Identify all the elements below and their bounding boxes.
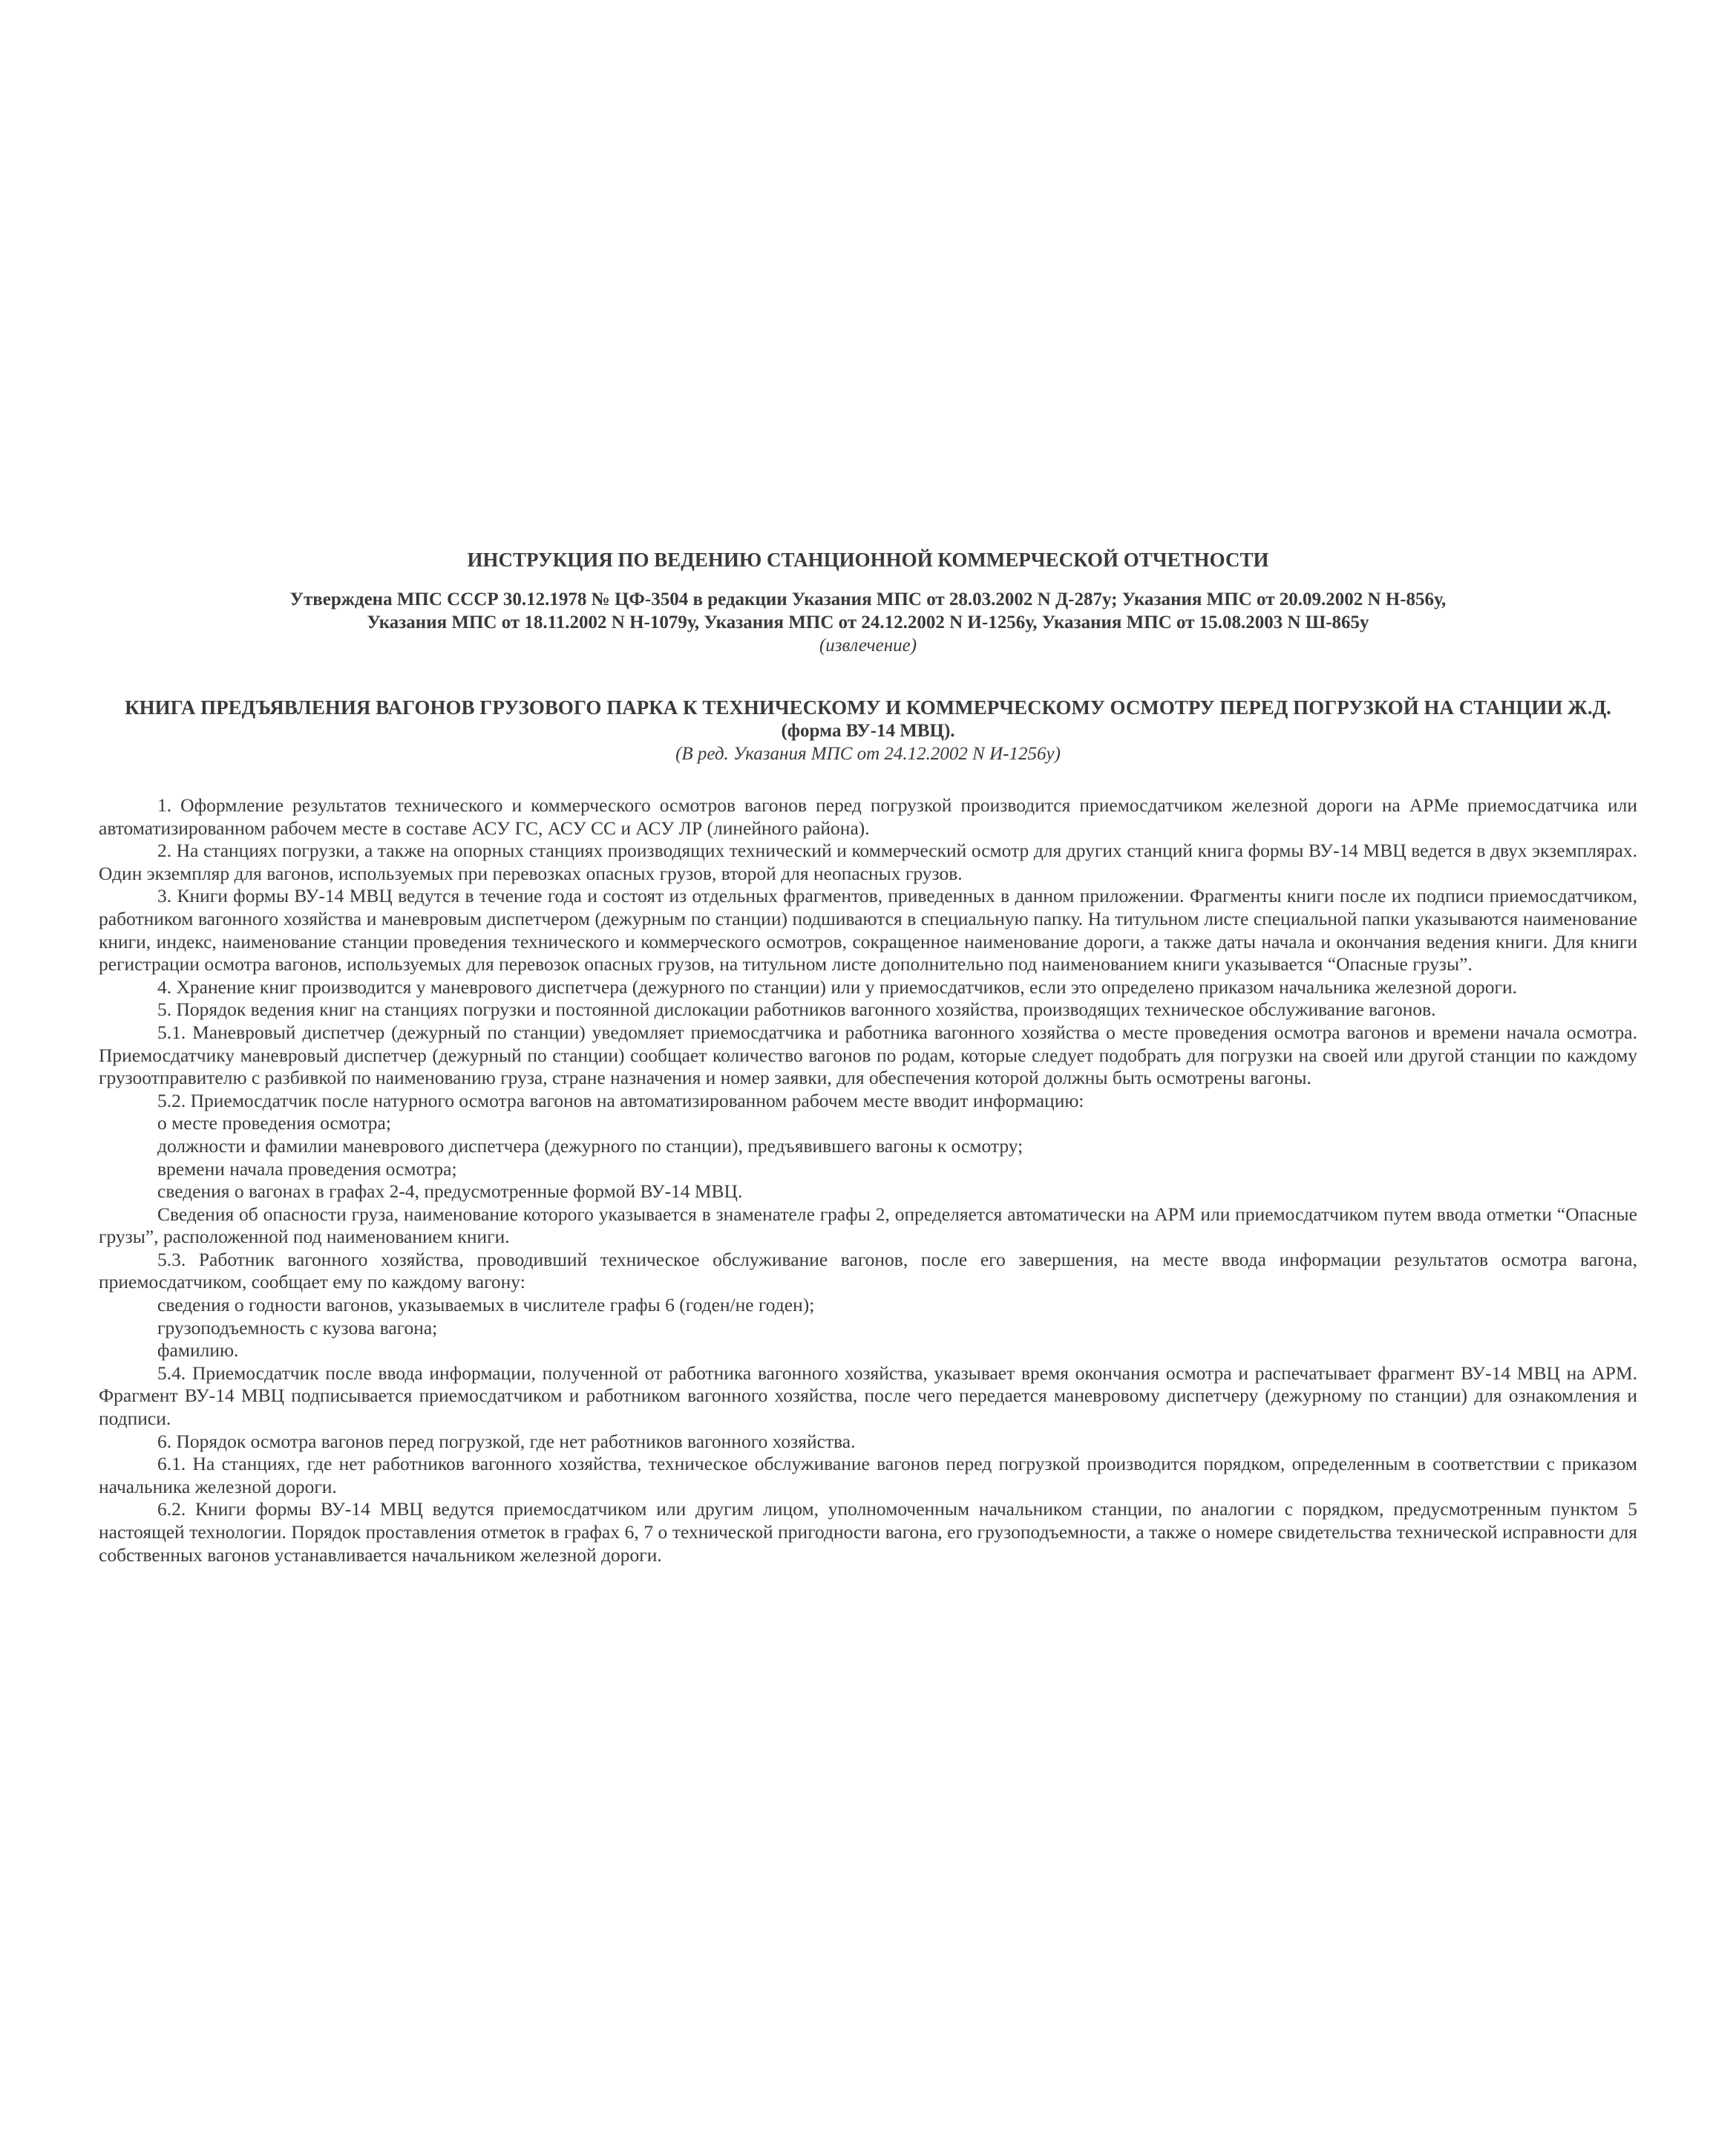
paragraph: 6. Порядок осмотра вагонов перед погрузкой, где нет работников вагонного хозяйства. [157, 1430, 856, 1452]
paragraph: 3. Книги формы ВУ-14 МВЦ ведутся в течение года и состоят из отдельных фрагментов, приведенных в данном приложении. Фрагменты книги после их подписи приемосдатчиком, работником вагонного хозяйства и маневровым диспетчером (дежурным по станции) подшиваются в специальную папку. На титульном листе специальной папки указываются наименование книги, индекс, наименование станции проведения технического и коммерческого осмотров, сокращенное наименование дороги, а также даты начала и окончания ведения книги. Для книги регистрации осмотра вагонов, используемых для перевозок опасных грузов, на титульном листе дополнительно под наименованием книги указывается “Опасные грузы”. [99, 885, 1637, 975]
paragraph: 5.3. Работник вагонного хозяйства, проводивший техническое обслуживание вагонов, после его завершения, на месте ввода информации результатов осмотра вагона, приемосдатчиком, сообщает ему по каждому вагону: [99, 1248, 1637, 1293]
list-item: времени начала проведения осмотра; [157, 1157, 457, 1180]
paragraph: Сведения об опасности груза, наименование которого указывается в знаменателе графы 2, определяется автоматически на АРМ или приемосдатчиком путем ввода отметки “Опасные грузы”, расположенной под наименованием книги. [99, 1203, 1637, 1248]
list-item: фамилию. [157, 1339, 239, 1362]
paragraph: 5.4. Приемосдатчик после ввода информации, полученной от работника вагонного хозяйства, указывает время окончания осмотра и распечатывает фрагмент ВУ-14 МВЦ на АРМ. Фрагмент ВУ-14 МВЦ подписывается приемосдатчиком и работником вагонного хозяйства, после чего передается маневровому диспетчеру (дежурному по станции) для ознакомления и подписи. [99, 1362, 1637, 1430]
paragraph: 4. Хранение книг производится у маневрового диспетчера (дежурного по станции) или у приемосдатчиков, если это определено приказом начальника железной дороги. [157, 975, 1517, 998]
approval-line-1: Утверждена МПС СССР 30.12.1978 № ЦФ-3504 в редакции Указания МПС от 28.03.2002 N Д-287у; Указания МПС от 20.09.2002 N Н-856у, [289, 589, 1447, 609]
section-title-line-1: КНИГА ПРЕДЪЯВЛЕНИЯ ВАГОНОВ ГРУЗОВОГО ПАРКА К ТЕХНИЧЕСКОМУ И КОММЕРЧЕСКОМУ ОСМОТРУ ПЕРЕД ПОГРУЗКОЙ НА СТАНЦИИ Ж.Д. [125, 696, 1611, 719]
section-title-line-2: (форма ВУ-14 МВЦ). [781, 721, 955, 741]
document-body [99, 794, 1637, 1566]
list-item: грузоподъемность с кузова вагона; [157, 1316, 438, 1339]
paragraph: 5. Порядок ведения книг на станциях погрузки и постоянной дислокации работников вагонного хозяйства, производящих техническое обслуживание вагонов. [157, 999, 1436, 1021]
list-item: должности и фамилии маневрового диспетчера (дежурного по станции), предъявившего вагоны к осмотру; [157, 1134, 1023, 1157]
paragraph: 1. Оформление результатов технического и коммерческого осмотров вагонов перед погрузкой производится приемосдатчиком железной дороги на АРМе приемосдатчика или автоматизированном рабочем месте в составе АСУ ГС, АСУ СС и АСУ ЛР (линейного района). [99, 794, 1637, 839]
paragraph: 6.2. Книги формы ВУ-14 МВЦ ведутся приемосдатчиком или другим лицом, уполномоченным начальником станции, по аналогии с порядком, предусмотренным пунктом 5 настоящей технологии. Порядок проставления отметок в графах 6, 7 о технической пригодности вагона, его грузоподъемности, а также о номере свидетельства технической исправности для собственных вагонов устанавливается начальником железной дороги. [99, 1498, 1637, 1566]
document-title: ИНСТРУКЦИЯ ПО ВЕДЕНИЮ СТАНЦИОННОЙ КОММЕРЧЕСКОЙ ОТЧЕТНОСТИ [467, 549, 1269, 571]
paragraph: 5.2. Приемосдатчик после натурного осмотра вагонов на автоматизированном рабочем месте вводит информацию: [157, 1089, 1084, 1111]
approval-line-2: Указания МПС от 18.11.2002 N Н-1079у, Указания МПС от 24.12.2002 N И-1256у, Указания МПС от 15.08.2003 N Ш-865у [367, 612, 1369, 633]
document-page [99, 548, 1637, 1566]
paragraph: 5.1. Маневровый диспетчер (дежурный по станции) уведомляет приемосдатчика и работника вагонного хозяйства о месте проведения осмотра вагонов и времени начала осмотра. Приемосдатчику маневровый диспетчер (дежурный по станции) сообщает количество вагонов по родам, которые следует подобрать для погрузки на своей или другой станции по каждому грузоотправителю с разбивкой по наименованию груза, стране назначения и номер заявки, для обеспечения которой должны быть осмотрены вагоны. [99, 1021, 1637, 1089]
extract-note: (извлечение) [819, 635, 917, 656]
paragraph: 6.1. На станциях, где нет работников вагонного хозяйства, техническое обслуживание вагонов перед погрузкой производится порядком, определенным в соответствии с приказом начальника железной дороги. [99, 1453, 1637, 1497]
revision-note: (В ред. Указания МПС от 24.12.2002 N И-1256у) [675, 744, 1061, 764]
list-item: о месте проведения осмотра; [157, 1112, 391, 1134]
list-item: сведения о годности вагонов, указываемых в числителе графы 6 (годен/не годен); [157, 1294, 815, 1316]
paragraph: 2. На станциях погрузки, а также на опорных станциях производящих технический и коммерческий осмотр для других станций книга формы ВУ-14 МВЦ ведется в двух экземплярах. Один экземпляр для вагонов, используемых при перевозках опасных грузов, второй для неопасных грузов. [99, 840, 1637, 884]
list-item: сведения о вагонах в графах 2-4, предусмотренные формой ВУ-14 МВЦ. [157, 1180, 743, 1203]
